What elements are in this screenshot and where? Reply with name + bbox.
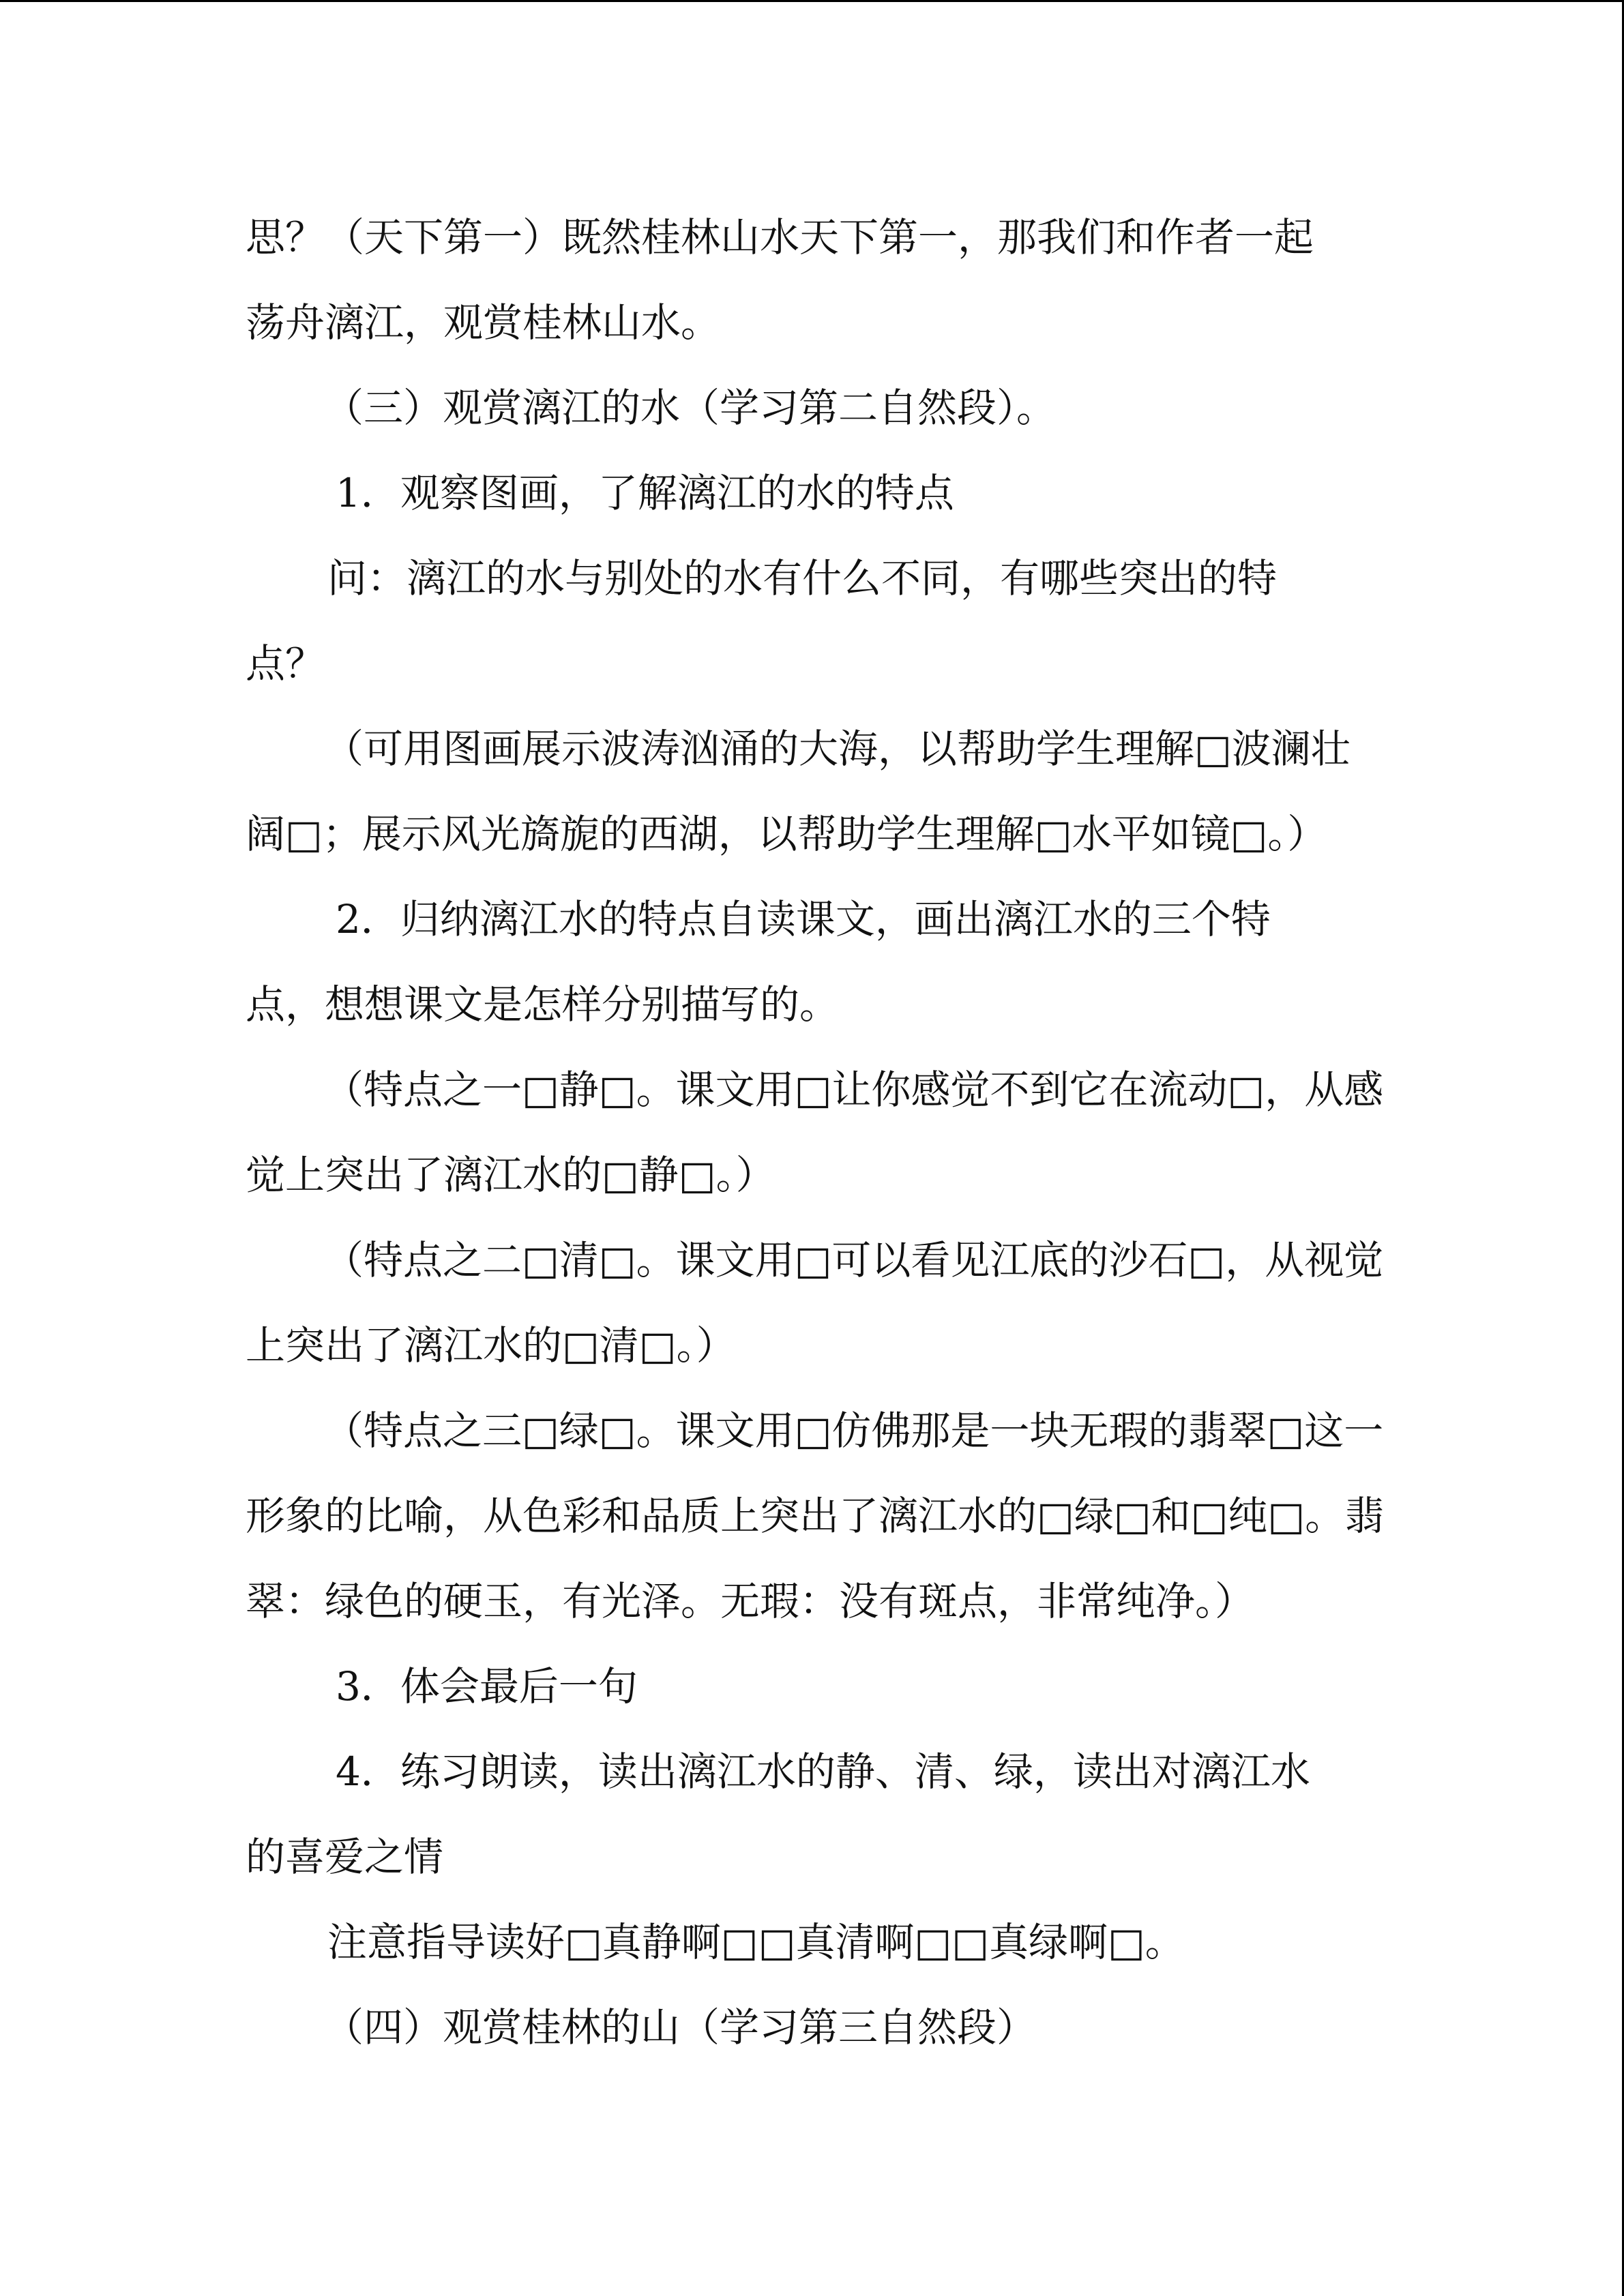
- text-line: 4．练习朗读，读出漓江水的静、清、绿，读出对漓江水: [336, 1748, 1310, 1795]
- text-line: 点，想想课文是怎样分别描写的。: [246, 981, 840, 1028]
- text-line: 荡舟漓江，观赏桂林山水。: [246, 299, 721, 346]
- text-line: （可用图画展示波涛汹涌的大海，以帮助学生理解□波澜壮: [324, 726, 1350, 772]
- text-line: 的喜爱之情: [246, 1834, 444, 1880]
- text-line: 阔□；展示风光旖旎的西湖，以帮助学生理解□水平如镜□。）: [246, 811, 1327, 857]
- text-line: 问：漓江的水与别处的水有什么不同，有哪些突出的特: [327, 555, 1278, 601]
- text-line: （特点之一□静□。课文用□让你感觉不到它在流动□，从感: [324, 1067, 1384, 1113]
- document-page: [246, 0, 1385, 2296]
- text-line: 觉上突出了漓江水的□静□。）: [246, 1152, 776, 1198]
- section-heading: （三）观赏漓江的水（学习第二自然段）。: [324, 385, 1057, 431]
- text-line: 1．观察图画，了解漓江的水的特点: [336, 470, 954, 516]
- text-line: 翠：绿色的硬玉，有光泽。无瑕：没有斑点，非常纯净。）: [246, 1578, 1255, 1624]
- section-heading: （四）观赏桂林的山（学习第三自然段）: [324, 2004, 1037, 2051]
- text-line: 形象的比喻，从色彩和品质上突出了漓江水的□绿□和□纯□。翡: [246, 1493, 1385, 1539]
- text-line: （特点之二□清□。课文用□可以看见江底的沙石□，从视觉: [324, 1237, 1384, 1283]
- text-line: 注意指导读好□真静啊□□真清啊□□真绿啊□。: [327, 1919, 1185, 1965]
- text-line: 思？（天下第一）既然桂林山水天下第一，那我们和作者一起: [246, 214, 1314, 260]
- text-line: 2．归纳漓江水的特点自读课文，画出漓江水的三个特: [336, 896, 1271, 942]
- text-line: （特点之三□绿□。课文用□仿佛那是一块无瑕的翡翠□这一: [324, 1407, 1384, 1454]
- text-line: 上突出了漓江水的□清□。）: [246, 1322, 736, 1369]
- text-line: 点？: [246, 640, 325, 687]
- text-line: 3．体会最后一句: [336, 1663, 638, 1710]
